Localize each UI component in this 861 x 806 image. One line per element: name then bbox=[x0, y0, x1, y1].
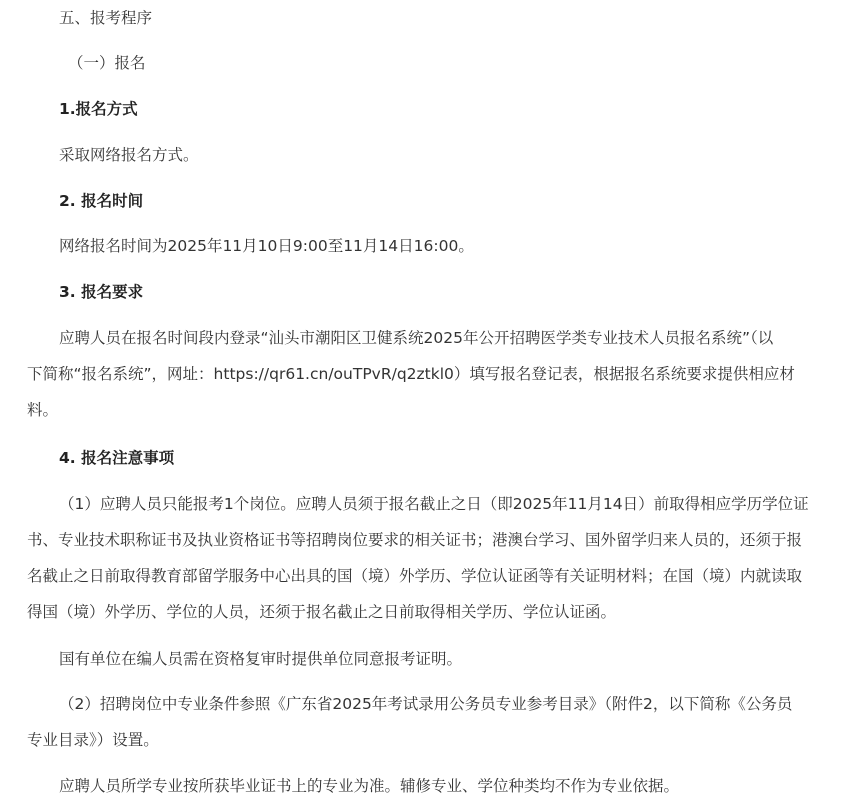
text-note1-extra: 国有单位在编人员需在资格复审时提供单位同意报考证明。 bbox=[59, 650, 463, 668]
subsection-title: （一）报名 bbox=[68, 54, 146, 72]
requirement-line: 料。 bbox=[27, 401, 59, 419]
note1-line: （1）应聘人员只能报考1个岗位。应聘人员须于报名截止之日（即2025年11月14日）前取得相应学历学位证 bbox=[59, 495, 809, 513]
note1-line: 得国（境）外学历、学位的人员，还须于报名截止之日前取得相关学历、学位认证函。 bbox=[27, 603, 617, 621]
text-registration-method: 采取网络报名方式。 bbox=[59, 146, 199, 164]
heading-registration-time: 2. 报名时间 bbox=[59, 192, 144, 210]
note2-line: 专业目录》）设置。 bbox=[27, 731, 159, 749]
requirement-line: 下简称“报名系统”，网址：https://qr61.cn/ouTPvR/q2ztkl0）填写报名登记表，根据报名系统要求提供相应材 bbox=[27, 365, 795, 383]
paragraph-note-2 bbox=[27, 686, 827, 758]
heading-registration-notes: 4. 报名注意事项 bbox=[59, 449, 175, 467]
requirement-line: 应聘人员在报名时间段内登录“汕头市潮阳区卫健系统2025年公开招聘医学类专业技术人员报名系统”（以 bbox=[59, 329, 774, 347]
note1-line: 名截止之日前取得教育部留学服务中心出具的国（境）外学历、学位认证函等有关证明材料；在国（境）内就读取 bbox=[27, 567, 803, 585]
heading-registration-requirements: 3. 报名要求 bbox=[59, 283, 144, 301]
section-title: 五、报考程序 bbox=[59, 9, 153, 27]
note2-line: （2）招聘岗位中专业条件参照《广东省2025年考试录用公务员专业参考目录》（附件2，以下简称《公务员 bbox=[59, 695, 793, 713]
paragraph-registration-requirements bbox=[27, 320, 827, 428]
paragraph-note-1 bbox=[27, 486, 827, 630]
text-registration-time: 网络报名时间为2025年11月10日9:00至11月14日16:00。 bbox=[59, 237, 474, 255]
note1-line: 书、专业技术职称证书及执业资格证书等招聘岗位要求的相关证书；港澳台学习、国外留学归来人员的，还须于报 bbox=[27, 531, 803, 549]
heading-registration-method: 1.报名方式 bbox=[59, 100, 138, 118]
text-note2-extra: 应聘人员所学专业按所获毕业证书上的专业为准。辅修专业、学位种类均不作为专业依据。 bbox=[59, 777, 680, 795]
